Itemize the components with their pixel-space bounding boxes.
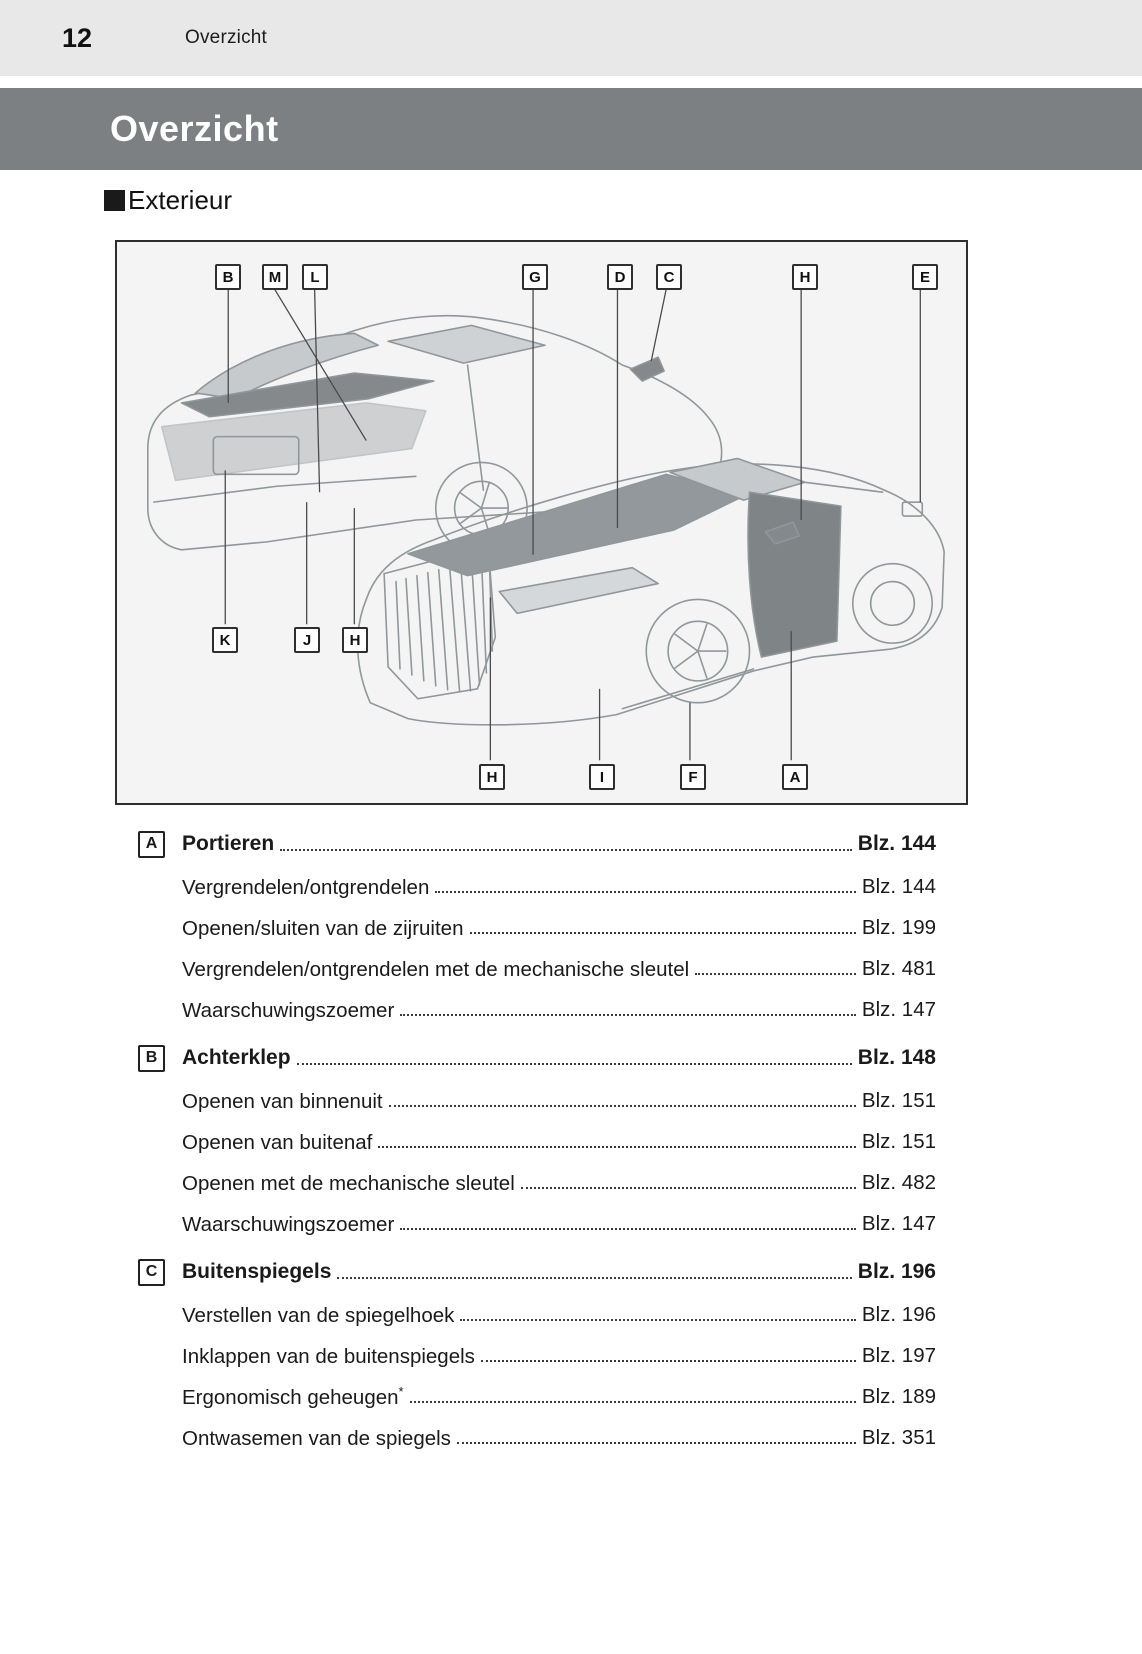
index-sub-row <box>138 1203 936 1244</box>
page-reference: Blz. 351 <box>861 1425 936 1449</box>
page-reference: Blz. 144 <box>861 874 936 898</box>
index-sub-row <box>138 1376 936 1417</box>
dotted-leader <box>389 1094 856 1107</box>
exterior-diagram <box>115 240 968 805</box>
index-group-row <box>138 1250 936 1294</box>
callout-label-G: G <box>522 264 548 290</box>
callout-label-K: K <box>212 627 238 653</box>
index-group-row <box>138 1036 936 1080</box>
dotted-leader <box>297 1052 852 1065</box>
callout-label-H-bottom: H <box>479 764 505 790</box>
index-key: B <box>138 1045 165 1072</box>
callout-label-L: L <box>302 264 328 290</box>
callout-label-E: E <box>912 264 938 290</box>
section-heading <box>104 182 232 218</box>
index-sub-row <box>138 989 936 1030</box>
callout-label-D: D <box>607 264 633 290</box>
page-reference: Blz. 147 <box>861 1211 936 1235</box>
index-item-label: Vergrendelen/ontgrendelen <box>182 875 430 899</box>
index-item-label: Waarschuwingszoemer <box>182 1212 395 1236</box>
chapter-title: Overzicht <box>110 108 279 149</box>
page-reference: Blz. 482 <box>861 1170 936 1194</box>
callout-label-M: M <box>262 264 288 290</box>
dotted-leader <box>280 838 852 851</box>
page-reference: Blz. 197 <box>861 1343 936 1367</box>
index-group-title: Portieren <box>182 832 275 855</box>
dotted-leader <box>481 1349 856 1362</box>
callout-label-I: I <box>589 764 615 790</box>
callout-label-F: F <box>680 764 706 790</box>
dotted-leader <box>337 1266 851 1279</box>
page-reference: Blz. 481 <box>861 956 936 980</box>
index-sub-row <box>138 1162 936 1203</box>
dotted-leader <box>521 1176 856 1189</box>
index-item-label: Openen van buitenaf <box>182 1130 373 1154</box>
callout-label-H-top: H <box>792 264 818 290</box>
dotted-leader <box>410 1390 856 1403</box>
page-number: 12 <box>62 23 93 53</box>
page-reference: Blz. 151 <box>861 1088 936 1112</box>
index-sub-row <box>138 907 936 948</box>
index-group-title: Achterklep <box>182 1046 291 1069</box>
car-diagram-art <box>117 242 966 803</box>
dotted-leader <box>400 1003 856 1016</box>
index-sub-row <box>138 1335 936 1376</box>
page-reference: Blz. 151 <box>861 1129 936 1153</box>
dotted-leader <box>457 1431 856 1444</box>
callout-label-J: J <box>294 627 320 653</box>
page-reference: Blz. 199 <box>861 915 936 939</box>
index-item-label: Openen van binnenuit <box>182 1089 383 1113</box>
index-sub-row <box>138 948 936 989</box>
index-key: A <box>138 831 165 858</box>
index-item-label: Ontwasemen van de spiegels <box>182 1426 451 1450</box>
index-item-label: Inklappen van de buitenspiegels <box>182 1344 475 1368</box>
index-sub-row <box>138 866 936 907</box>
section-title: Exterieur <box>128 184 233 215</box>
chapter-banner <box>0 88 1142 170</box>
index-group-row <box>138 822 936 866</box>
running-header: Overzicht <box>185 27 268 48</box>
page-reference: Blz. 196 <box>861 1302 936 1326</box>
index-group-title: Buitenspiegels <box>182 1260 332 1283</box>
car-front-illustration <box>358 458 945 724</box>
index-item-label: Waarschuwingszoemer <box>182 998 395 1022</box>
dotted-leader <box>435 880 856 893</box>
page-header <box>0 0 1142 76</box>
dotted-leader <box>378 1135 856 1148</box>
dotted-leader <box>470 921 856 934</box>
section-marker-icon <box>104 190 125 211</box>
callout-label-A: A <box>782 764 808 790</box>
page-reference: Blz. 144 <box>857 832 936 855</box>
index-sub-row <box>138 1294 936 1335</box>
page-reference: Blz. 147 <box>861 997 936 1021</box>
index-item-label: Openen/sluiten van de zijruiten <box>182 916 464 940</box>
index-key: C <box>138 1259 165 1286</box>
dotted-leader <box>695 962 856 975</box>
dotted-leader <box>460 1308 856 1321</box>
index-item-label: Vergrendelen/ontgrendelen met de mechanische sleutel <box>182 957 690 981</box>
index-sub-row <box>138 1417 936 1458</box>
index-list <box>138 822 936 1458</box>
callout-label-B: B <box>215 264 241 290</box>
index-sub-row <box>138 1121 936 1162</box>
index-sub-row <box>138 1080 936 1121</box>
page-reference: Blz. 189 <box>861 1384 936 1408</box>
index-item-label: Openen met de mechanische sleutel <box>182 1171 515 1195</box>
callout-label-H-mid: H <box>342 627 368 653</box>
index-item-label: Ergonomisch geheugen* <box>182 1383 404 1409</box>
page-reference: Blz. 196 <box>857 1260 936 1283</box>
callout-label-C: C <box>656 264 682 290</box>
dotted-leader <box>400 1217 856 1230</box>
page-reference: Blz. 148 <box>857 1046 936 1069</box>
index-item-label: Verstellen van de spiegelhoek <box>182 1303 455 1327</box>
